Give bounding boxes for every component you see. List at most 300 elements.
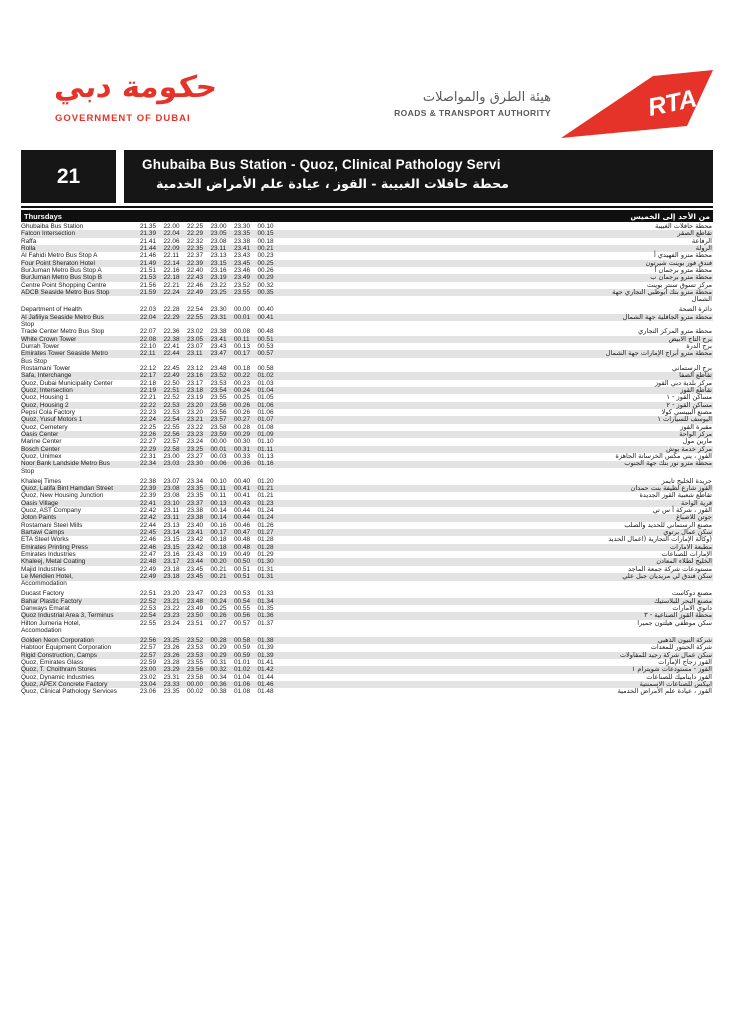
- departure-time: 00.40: [257, 306, 274, 314]
- stop-name-en: Joton Paints: [21, 514, 57, 522]
- stop-name-ar-continued: الشمال: [691, 295, 712, 304]
- departure-time: 01.11: [257, 445, 274, 453]
- departure-time: 00.49: [234, 551, 250, 559]
- departure-time: 00.15: [257, 230, 274, 238]
- departure-time: 23.47: [210, 350, 227, 358]
- departure-time: 22.52: [140, 597, 156, 605]
- departure-time: 23.25: [210, 289, 227, 297]
- table-row: [21, 314, 713, 329]
- stop-name-en: Bartawi Camps: [21, 529, 65, 537]
- table-row: [21, 605, 713, 612]
- departure-time: 01.08: [257, 423, 274, 431]
- departure-time: 23.49: [187, 605, 203, 612]
- stop-name-ar: القوز دايناميك للصناعات: [646, 672, 712, 681]
- departure-time: 00.17: [234, 350, 250, 358]
- departure-time: 23.52: [210, 372, 227, 380]
- table-row: [21, 461, 713, 476]
- departure-time: 22.04: [163, 230, 180, 238]
- departure-time: 23.16: [210, 267, 227, 275]
- table-row: [21, 590, 713, 597]
- table-row-line1: [21, 558, 713, 565]
- departure-time: 00.57: [234, 619, 250, 627]
- departure-time: 22.55: [140, 619, 156, 627]
- table-row: [21, 485, 713, 492]
- table-row-line1: [21, 328, 713, 335]
- departure-time: 23.21: [187, 416, 203, 424]
- departure-time: 22.25: [187, 222, 203, 230]
- stop-name-ar: محطة حافلات الغبيبة: [655, 221, 712, 230]
- departure-time: 00.18: [257, 237, 274, 245]
- departure-time: 01.02: [234, 666, 250, 674]
- departure-time: 23.03: [163, 460, 180, 468]
- departure-time: 00.59: [234, 644, 250, 652]
- departure-time: 00.32: [257, 281, 274, 289]
- table-row-line1: [21, 514, 713, 521]
- departure-time: 00.23: [257, 252, 274, 260]
- departure-time: 23.42: [187, 543, 203, 551]
- departure-time: 22.49: [140, 573, 156, 581]
- table-row-line1: [21, 350, 713, 357]
- departure-time: 23.47: [187, 590, 203, 598]
- departure-time: 22.11: [140, 350, 156, 358]
- stop-name-ar: محطة مترو الفهيدي أ: [653, 251, 712, 260]
- departure-time: 00.17: [210, 529, 227, 537]
- table-row: [21, 674, 713, 681]
- departure-time: 22.29: [187, 230, 203, 238]
- departure-time: 22.08: [140, 335, 156, 343]
- departure-time: 00.01: [234, 313, 250, 321]
- departure-time: 00.51: [234, 573, 250, 581]
- table-row-line1: [21, 536, 713, 543]
- departure-times: [140, 598, 281, 605]
- departure-time: 00.23: [210, 590, 227, 598]
- page-header: [0, 66, 735, 146]
- departure-time: 00.41: [234, 485, 250, 492]
- departure-times: [140, 314, 281, 321]
- departure-times: [140, 551, 281, 558]
- table-row: [21, 223, 713, 230]
- table-row-line1: [21, 431, 713, 438]
- table-row: [21, 612, 713, 619]
- stop-name-en: Trade Center Metro Bus Stop: [21, 328, 105, 336]
- departure-time: 23.56: [187, 666, 203, 674]
- departure-time: 22.21: [140, 394, 156, 402]
- stop-name-ar: مركز الواحة: [679, 430, 712, 439]
- departure-time: 23.13: [210, 252, 227, 260]
- table-row: [21, 666, 713, 673]
- table-row: [21, 492, 713, 499]
- departure-time: 23.00: [140, 666, 156, 674]
- departure-times: [140, 260, 281, 267]
- departure-time: 01.39: [257, 644, 274, 652]
- departure-times: [140, 659, 281, 666]
- departure-time: 00.36: [210, 680, 227, 688]
- table-row-line1: [21, 306, 713, 313]
- departure-time: 22.42: [140, 507, 156, 515]
- departure-time: 01.06: [257, 409, 274, 417]
- table-row-line1: [21, 289, 713, 296]
- departure-time: 00.28: [234, 423, 250, 431]
- departure-times: [140, 566, 281, 573]
- departure-time: 23.20: [163, 590, 180, 598]
- stop-name-en: Quoz, Dynamic Industries: [21, 673, 95, 681]
- departure-time: 01.31: [257, 573, 274, 581]
- departure-time: 23.11: [163, 514, 180, 522]
- departure-time: 22.39: [140, 492, 156, 500]
- departure-time: 23.20: [187, 401, 203, 409]
- departure-time: 22.38: [140, 477, 156, 485]
- departure-time: 22.59: [140, 658, 156, 666]
- stop-name-en: Emirates Tower Seaside Metro: [21, 350, 108, 358]
- departure-time: 23.35: [187, 485, 203, 492]
- stop-name-ar: محطة مترو أبراج الإمارات جهة الشمال: [605, 349, 712, 358]
- departure-time: 23.18: [187, 387, 203, 395]
- stop-name-en: Quoz, New Housing Junction: [21, 492, 104, 500]
- departure-time: 22.29: [140, 445, 156, 453]
- stop-name-en: Quoz, Emirates Glass: [21, 658, 84, 666]
- departure-time: 01.33: [257, 590, 274, 598]
- departure-times: [140, 274, 281, 281]
- day-header-bar: [21, 210, 713, 222]
- departure-time: 00.00: [187, 680, 203, 688]
- table-row: [21, 659, 713, 666]
- departure-times: [140, 544, 281, 551]
- stop-name-en: Quoz Industrial Area 3, Terminus: [21, 612, 114, 620]
- departure-time: 00.38: [210, 688, 227, 696]
- stop-name-en: White Crown Tower: [21, 335, 77, 343]
- departure-time: 22.48: [140, 558, 156, 566]
- departure-time: 00.47: [234, 529, 250, 537]
- departure-time: 23.08: [163, 492, 180, 500]
- departure-time: 23.56: [210, 401, 227, 409]
- departure-time: 00.06: [210, 460, 227, 468]
- departure-time: 01.03: [257, 379, 274, 387]
- departure-time: 22.07: [140, 328, 156, 336]
- table-row-line1: [21, 598, 713, 605]
- departure-time: 23.08: [210, 237, 227, 245]
- departure-time: 23.52: [187, 636, 203, 644]
- departure-time: 22.26: [140, 431, 156, 439]
- table-row: [21, 566, 713, 573]
- departure-times: [140, 372, 281, 379]
- departure-time: 22.53: [140, 605, 156, 612]
- government-of-dubai-caption: GOVERNMENT OF DUBAI: [55, 113, 191, 124]
- departure-time: 23.14: [163, 529, 180, 537]
- stop-name-ar: قرية الواحة: [681, 498, 712, 507]
- table-row-line1: [21, 245, 713, 252]
- table-row-line1: [21, 485, 713, 492]
- departure-time: 00.46: [234, 521, 250, 529]
- departure-times: [140, 394, 281, 401]
- departure-time: 01.08: [234, 688, 250, 696]
- departure-times: [140, 529, 281, 536]
- departure-time: 23.55: [210, 394, 227, 402]
- stop-name-ar: محطة مترو الجافلية جهة الشمال: [622, 312, 712, 321]
- table-row-line1: [21, 336, 713, 343]
- stop-name-ar: دانوي الامارات: [672, 604, 712, 612]
- departure-time: 23.18: [163, 573, 180, 581]
- stop-name-ar: ابيكس للصناعات الاسمنتية: [639, 679, 712, 688]
- departure-time: 23.12: [187, 365, 203, 372]
- departure-time: 22.21: [163, 281, 180, 289]
- departure-time: 23.30: [210, 306, 227, 314]
- departure-times: [140, 460, 281, 467]
- departure-time: 00.32: [210, 666, 227, 674]
- table-row: [21, 431, 713, 438]
- departure-time: 23.19: [187, 394, 203, 402]
- stop-name-en: Falcon Intersection: [21, 230, 75, 238]
- table-row-line1: [21, 223, 713, 230]
- table-row-line1: [21, 424, 713, 431]
- departure-time: 22.54: [163, 416, 180, 424]
- departure-time: 22.40: [187, 267, 203, 275]
- stop-name-ar: تقاطع الصفا: [679, 371, 712, 380]
- departure-time: 01.31: [257, 565, 274, 573]
- table-row-line1: [21, 260, 713, 267]
- stop-name-ar: الإمارات للصناعات: [661, 550, 712, 559]
- departure-times: [140, 674, 281, 681]
- departure-time: 00.24: [234, 387, 250, 395]
- departure-times: [140, 485, 281, 492]
- stop-name-ar: سكن فندق لي مريديان جبل علي: [622, 572, 712, 581]
- departure-time: 00.11: [210, 485, 227, 492]
- table-row-line1: [21, 314, 713, 321]
- departure-time: 22.29: [163, 313, 180, 321]
- departure-time: 22.06: [163, 237, 180, 245]
- departure-time: 23.21: [163, 597, 180, 605]
- stop-name-ar: مصنع دوكاست: [671, 589, 712, 598]
- departure-times: [140, 573, 281, 580]
- stop-name-ar: مساكن القوز - ١: [666, 393, 712, 402]
- table-row-line1: [21, 652, 713, 659]
- stop-name-en: Emirates Industries: [21, 551, 76, 559]
- table-row: [21, 573, 713, 588]
- table-row: [21, 514, 713, 521]
- departure-time: 23.37: [187, 499, 203, 507]
- stop-name-ar: مارين مول: [682, 437, 712, 446]
- departure-time: 23.38: [234, 237, 250, 245]
- stop-name-en: Bosch Center: [21, 445, 60, 453]
- departure-time: 22.12: [140, 365, 156, 372]
- departure-time: 21.39: [140, 230, 156, 238]
- rta-flag-icon: [561, 68, 713, 140]
- table-row: [21, 365, 713, 372]
- table-row: [21, 536, 713, 543]
- table-row-line1: [21, 674, 713, 681]
- table-row: [21, 446, 713, 453]
- table-row-line1: [21, 365, 713, 372]
- departure-time: 00.16: [210, 521, 227, 529]
- table-row-line1: [21, 252, 713, 259]
- departure-time: 23.53: [210, 379, 227, 387]
- departure-time: 00.26: [234, 409, 250, 417]
- departure-time: 23.00: [163, 453, 180, 461]
- departure-time: 00.10: [210, 477, 227, 485]
- departure-time: 22.16: [163, 267, 180, 275]
- table-row: [21, 274, 713, 281]
- stop-name-en: Rostamani Tower: [21, 365, 71, 372]
- departure-time: 23.11: [187, 350, 203, 358]
- stop-name-ar: سكن عمال شركة رجيد للمقاولات: [619, 650, 712, 659]
- table-row-line1: [21, 620, 713, 627]
- departure-times: [140, 666, 281, 673]
- departure-times: [140, 267, 281, 274]
- table-row: [21, 637, 713, 644]
- stop-name-en: Four Point Sheraton Hotel: [21, 259, 95, 267]
- departure-time: 01.23: [257, 499, 274, 507]
- stop-name-en-continued: Accommodation: [21, 580, 67, 588]
- departure-time: 23.43: [210, 342, 227, 350]
- departure-time: 23.55: [234, 289, 250, 297]
- departure-time: 01.07: [257, 416, 274, 424]
- departure-time: 21.44: [140, 245, 156, 252]
- departure-time: 00.48: [234, 536, 250, 544]
- stop-name-en-continued: Accomodation: [21, 627, 62, 635]
- stop-name-en: Quoz, Cemetery: [21, 423, 68, 431]
- departure-time: 22.24: [140, 416, 156, 424]
- departure-time: 23.54: [210, 387, 227, 395]
- departure-time: 00.01: [210, 445, 227, 453]
- departure-time: 00.21: [210, 573, 227, 581]
- departure-time: 00.29: [234, 431, 250, 439]
- departure-time: 01.44: [257, 673, 274, 681]
- departure-time: 23.44: [187, 558, 203, 566]
- departure-time: 22.14: [163, 259, 180, 267]
- departure-time: 23.30: [187, 460, 203, 468]
- table-row-line1: [21, 453, 713, 460]
- departure-time: 22.24: [163, 289, 180, 297]
- departure-time: 22.53: [163, 409, 180, 417]
- departure-time: 23.48: [187, 597, 203, 605]
- departure-times: [140, 500, 281, 507]
- departure-time: 01.21: [257, 485, 274, 492]
- table-row-line1: [21, 507, 713, 514]
- departure-time: 23.22: [163, 605, 180, 612]
- departure-time: 23.15: [163, 536, 180, 544]
- table-row: [21, 402, 713, 409]
- departure-times: [140, 612, 281, 619]
- departure-time: 23.02: [140, 673, 156, 681]
- stop-name-ar: محطة القوز الصناعية - ٣: [644, 611, 712, 620]
- departure-time: 01.38: [257, 636, 274, 644]
- departure-time: 22.19: [140, 387, 156, 395]
- stop-name-ar: اليوسف للسيارات ١: [657, 415, 712, 424]
- departure-time: 23.05: [210, 230, 227, 238]
- table-row: [21, 230, 713, 237]
- table-row: [21, 558, 713, 565]
- stop-name-ar: تقاطع شعبية القوز الجديدة: [639, 491, 712, 500]
- stop-name-ar: مساكن القوز - ٢: [666, 400, 712, 409]
- stop-name-en: Le Meridien Hotel,: [21, 573, 73, 581]
- departure-time: 00.18: [210, 536, 227, 544]
- departure-time: 21.59: [140, 289, 156, 297]
- stop-name-ar: محطة مترو المركز التجاري: [638, 327, 712, 336]
- table-row: [21, 507, 713, 514]
- departure-time: 00.18: [234, 365, 250, 372]
- departure-time: 00.53: [234, 590, 250, 598]
- departure-time: 22.27: [140, 438, 156, 446]
- table-row-line1: [21, 387, 713, 394]
- table-row-line1: [21, 500, 713, 507]
- stop-name-ar: تقاطع القوز: [680, 386, 712, 395]
- stop-name-ar: الخليج لطلاء المعادن: [656, 557, 712, 566]
- departure-time: 22.55: [163, 423, 180, 431]
- departure-time: 01.24: [257, 507, 274, 515]
- departure-time: 01.13: [257, 453, 274, 461]
- departure-time: 23.22: [187, 423, 203, 431]
- departure-times: [140, 365, 281, 372]
- departure-time: 23.24: [163, 619, 180, 627]
- departure-time: 22.35: [187, 245, 203, 252]
- table-row: [21, 478, 713, 485]
- table-row: [21, 282, 713, 289]
- table-row-line1: [21, 274, 713, 281]
- table-row-line2: [21, 296, 713, 303]
- departure-time: 00.21: [210, 565, 227, 573]
- timetable-section: [21, 478, 713, 588]
- departure-time: 22.57: [163, 438, 180, 446]
- stop-name-en: Quoz, Unimex: [21, 453, 62, 461]
- departure-times: [140, 507, 281, 514]
- departure-times: [140, 446, 281, 453]
- table-row-line1: [21, 282, 713, 289]
- table-row-line2: [21, 581, 713, 588]
- departure-time: 23.30: [234, 222, 250, 230]
- departure-time: 01.09: [257, 431, 274, 439]
- table-row: [21, 245, 713, 252]
- table-row-line1: [21, 590, 713, 597]
- departure-times: [140, 409, 281, 416]
- table-row-line1: [21, 659, 713, 666]
- departure-time: 22.31: [140, 453, 156, 461]
- stop-name-ar: برج الرستماني: [672, 364, 712, 372]
- table-row-line1: [21, 492, 713, 499]
- departure-times: [140, 652, 281, 659]
- departure-time: 23.15: [210, 259, 227, 267]
- stop-name-en: Khaleej Times: [21, 477, 62, 485]
- departure-time: 22.51: [163, 387, 180, 395]
- departure-time: 23.22: [210, 281, 227, 289]
- departure-time: 01.10: [257, 438, 274, 446]
- table-row-line2: [21, 358, 713, 365]
- departure-time: 00.35: [257, 289, 274, 297]
- departure-time: 00.18: [210, 543, 227, 551]
- departure-time: 00.00: [234, 306, 250, 314]
- stop-name-en: Pepsi Cola Factory: [21, 409, 75, 417]
- departure-time: 22.10: [140, 342, 156, 350]
- departure-time: 22.46: [140, 536, 156, 544]
- route-title-arabic: محطة حافلات الغبيبة - القوز ، عيادة علم الأمراض الخدمية: [156, 176, 509, 191]
- departure-time: 22.49: [187, 289, 203, 297]
- departure-time: 00.31: [210, 658, 227, 666]
- departure-time: 22.25: [140, 423, 156, 431]
- departure-time: 22.56: [163, 431, 180, 439]
- departure-time: 23.45: [187, 573, 203, 581]
- table-row-line1: [21, 573, 713, 580]
- departure-time: 23.18: [163, 565, 180, 573]
- departure-time: 00.08: [234, 328, 250, 336]
- departure-time: 22.09: [163, 245, 180, 252]
- stop-name-en: Al Fahidi Metro Bus Stop A: [21, 252, 98, 260]
- table-row-line1: [21, 637, 713, 644]
- departure-time: 23.35: [234, 230, 250, 238]
- table-row-line1: [21, 666, 713, 673]
- table-row: [21, 394, 713, 401]
- departure-time: 00.23: [234, 379, 250, 387]
- departure-times: [140, 402, 281, 409]
- stop-name-en: Rostamani Steel Mills: [21, 521, 83, 529]
- stop-name-ar: مصنع الرستماني للحديد والصلب: [624, 520, 712, 529]
